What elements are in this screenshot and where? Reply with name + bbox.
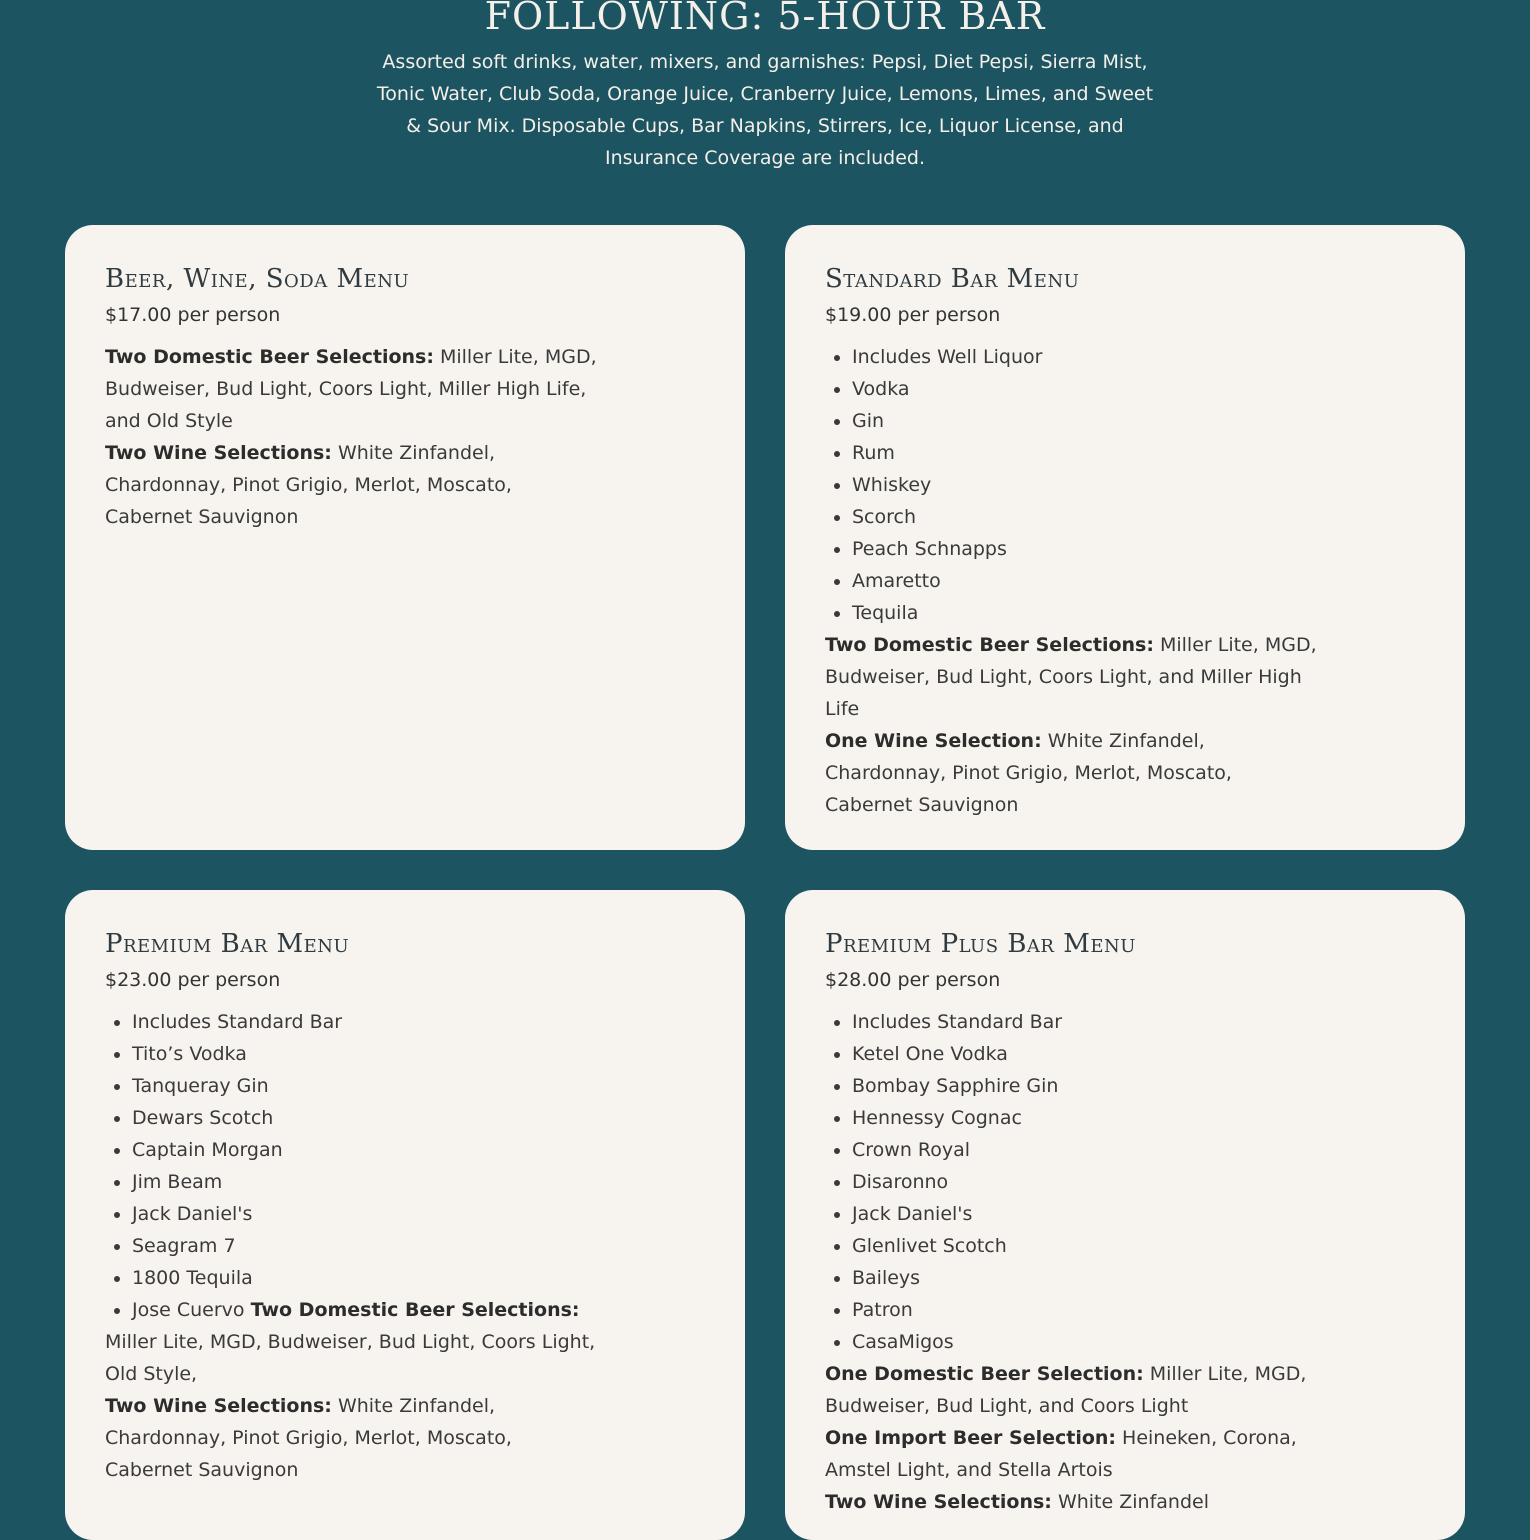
beer-selection-text: Miller Lite, MGD, Budweiser, Bud Light, Coors Light, Old Style,	[105, 1331, 596, 1385]
standard-bar-details	[825, 341, 1325, 821]
wine-selection-text: White Zinfandel, Chardonnay, Pinot Grigio, Merlot, Moscato, Cabernet Sauvignon	[825, 730, 1232, 816]
standard-bar-menu-card	[785, 225, 1465, 850]
list-item: • Tequila	[852, 597, 1325, 629]
wine-selection-text: White Zinfandel, Chardonnay, Pinot Grigio, Merlot, Moscato, Cabernet Sauvignon	[105, 1395, 512, 1481]
import-beer-selection-line	[825, 1422, 1325, 1486]
premium-plus-bar-details	[825, 1006, 1325, 1518]
list-item: • CasaMigos	[852, 1326, 1325, 1358]
list-item: • Dewars Scotch	[132, 1102, 605, 1134]
beer-selection-line	[825, 1358, 1325, 1422]
list-item: • Hennessy Cognac	[852, 1102, 1325, 1134]
list-item-text: Jose Cuervo	[132, 1299, 251, 1321]
list-item: • Jack Daniel's	[132, 1198, 605, 1230]
import-beer-selection-label: One Import Beer Selection:	[825, 1427, 1117, 1449]
beer-wine-soda-menu-card	[65, 225, 745, 850]
premium-plus-bar-price: $28.00 per person	[825, 969, 1001, 991]
list-item: • Baileys	[852, 1262, 1325, 1294]
list-item: • Rum	[852, 437, 1325, 469]
list-item: • Ketel One Vodka	[852, 1038, 1325, 1070]
list-item: • Glenlivet Scotch	[852, 1230, 1325, 1262]
wine-selection-line	[105, 1390, 605, 1486]
beer-selection-label: One Domestic Beer Selection:	[825, 1363, 1144, 1385]
list-item: • Crown Royal	[852, 1134, 1325, 1166]
list-item: • Tanqueray Gin	[132, 1070, 605, 1102]
beer-wine-soda-menu-title: Beer, Wine, Soda Menu	[105, 264, 410, 294]
list-item: • Tito’s Vodka	[132, 1038, 605, 1070]
beer-selection-line	[825, 629, 1325, 725]
list-item	[132, 1294, 605, 1326]
wine-selection-label: One Wine Selection:	[825, 730, 1042, 752]
list-item: • Seagram 7	[132, 1230, 605, 1262]
list-item: • Vodka	[852, 373, 1325, 405]
beer-selection-label: Two Domestic Beer Selections:	[105, 346, 434, 368]
list-item: • Scorch	[852, 501, 1325, 533]
beer-selection-text: Miller Lite, MGD, Budweiser, Bud Light, Coors Light, and Miller High Life	[825, 634, 1317, 720]
standard-bar-menu-title: Standard Bar Menu	[825, 264, 1080, 294]
list-item: • Jack Daniel's	[852, 1198, 1325, 1230]
premium-plus-liquor-list	[825, 1006, 1325, 1358]
premium-plus-bar-menu-card	[785, 890, 1465, 1540]
list-item: • Includes Standard Bar	[132, 1006, 605, 1038]
wine-selection-label: Two Wine Selections:	[105, 1395, 332, 1417]
import-beer-selection-text: Heineken, Corona, Amstel Light, and Stella Artois	[825, 1427, 1297, 1481]
beer-selection-line	[105, 341, 605, 437]
wine-selection-label: Two Wine Selections:	[825, 1491, 1052, 1513]
wine-selection-line	[825, 1486, 1325, 1518]
list-item: • 1800 Tequila	[132, 1262, 605, 1294]
premium-bar-details	[105, 1006, 605, 1486]
beer-wine-soda-price: $17.00 per person	[105, 304, 281, 326]
wine-selection-text: White Zinfandel	[1051, 1491, 1209, 1513]
wine-selection-line	[105, 437, 605, 533]
premium-bar-menu-card	[65, 890, 745, 1540]
list-item: • Captain Morgan	[132, 1134, 605, 1166]
list-item: • Includes Well Liquor	[852, 341, 1325, 373]
premium-bar-price: $23.00 per person	[105, 969, 281, 991]
list-item: • Gin	[852, 405, 1325, 437]
beer-selection-text: Miller Lite, MGD, Budweiser, Bud Light, Coors Light, Miller High Life, and Old Style	[105, 346, 597, 432]
standard-liquor-list	[825, 341, 1325, 629]
beer-selection-text: Miller Lite, MGD, Budweiser, Bud Light, and Coors Light	[825, 1363, 1307, 1417]
beer-wine-soda-details	[105, 341, 605, 533]
list-item: • Patron	[852, 1294, 1325, 1326]
bar-inclusions-text: Assorted soft drinks, water, mixers, and garnishes: Pepsi, Diet Pepsi, Sierra Mist, Tonic Water, Club Soda, Orange Juice, Cranberry Juice, Lemons, Limes, and Sweet & Sour Mix. Disposable Cups, Bar Napkins, Stirrers, Ice, Liquor License, and Insurance Coverage are included.	[376, 51, 1154, 169]
page-title: FOLLOWING: 5-HOUR BAR	[484, 0, 1046, 38]
standard-bar-price: $19.00 per person	[825, 304, 1001, 326]
list-item: • Jim Beam	[132, 1166, 605, 1198]
wine-selection-label: Two Wine Selections:	[105, 442, 332, 464]
list-item: • Includes Standard Bar	[852, 1006, 1325, 1038]
premium-plus-bar-menu-title: Premium Plus Bar Menu	[825, 929, 1136, 959]
beer-selection-label: Two Domestic Beer Selections:	[825, 634, 1154, 656]
wine-selection-line	[825, 725, 1325, 821]
list-item: • Disaronno	[852, 1166, 1325, 1198]
list-item: • Amaretto	[852, 565, 1325, 597]
list-item: • Whiskey	[852, 469, 1325, 501]
list-item: • Peach Schnapps	[852, 533, 1325, 565]
premium-bar-menu-title: Premium Bar Menu	[105, 929, 350, 959]
premium-liquor-list	[105, 1006, 605, 1326]
list-item: • Bombay Sapphire Gin	[852, 1070, 1325, 1102]
beer-selection-label: Two Domestic Beer Selections:	[250, 1299, 580, 1321]
wine-selection-text: White Zinfandel, Chardonnay, Pinot Grigio, Merlot, Moscato, Cabernet Sauvignon	[105, 442, 512, 528]
